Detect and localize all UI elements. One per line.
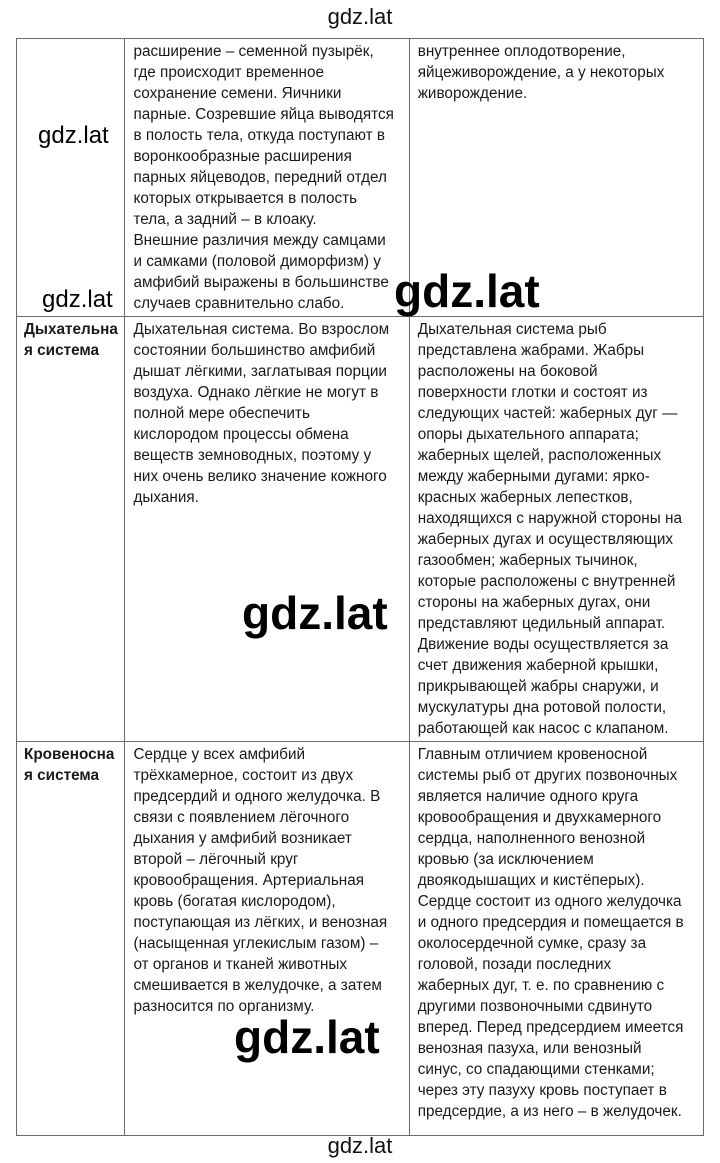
watermark-overlay: gdz.lat: [242, 587, 388, 639]
amphibians-cell: расширение – семенной пузырёк, где происходит временное сохранение семени. Яичники парные. Созревшие яйца выводятся в полость тела, откуда поступают в воронкообразные расширения парных яйцеводов, передний отдел которых открывается в полость тела, а задний – в клоаку. Внешние различия между самцами и самками (половой диморфизм) у амфибий выражены в большинстве случаев сравнительно слабо.: [125, 39, 409, 317]
watermark-overlay: gdz.lat: [38, 122, 109, 149]
watermark-bottom: gdz.lat: [327, 1133, 393, 1158]
fish-cell: Главным отличием кровеносной системы рыб от других позвоночных является наличие одного круга кровообращения и двухкамерного сердца, наполненного венозной кровью (за исключением двоякодышащих и кистёперых). Сердце состоит из одного желудочка и одного предсердия и помещается в околосердечной сумке, сразу за головой, позади последних жаберных дуг, т. е. по сравнению с другими позвоночными сдвинуто вперед. Перед предсердием имеется венозная пазуха, или венозный синус, со спадающими стенками; через эту пазуху кровь поступает в предсердие, а из него – в желудочек.: [409, 742, 703, 1136]
table-row: [17, 39, 704, 317]
fish-cell: Дыхательная система рыб представлена жабрами. Жабры расположены на боковой поверхности глотки и состоят из следующих частей: жаберных дуг — опоры дыхательного аппарата; жаберных щелей, расположенных между жаберными дугами: ярко- красных жаберных лепестков, находящихся с наружной стороны на жаберных дугах и осуществляющих газообмен; жаберных тычинок, которые расположены с внутренней стороны на жаберных дугах, они представляют цедильный аппарат. Движение воды осуществляется за счет движения жаберной крышки, прикрывающей жабры снаружи, и мускулатуры дна ротовой полости, работающей как насос с клапаном.: [409, 317, 703, 742]
watermark-overlay: gdz.lat: [234, 1011, 380, 1063]
watermark-overlay: gdz.lat: [394, 265, 540, 317]
amphibians-cell: Дыхательная система. Во взрослом состоянии большинство амфибий дышат лёгкими, заглатывая порции воздуха. Однако лёгкие не могут в полной мере обеспечить кислородом процессы обмена веществ земноводных, поэтому у них очень велико значение кожного дыхания.: [125, 317, 409, 742]
table-row: [17, 317, 704, 742]
row-label: Кровеносна я система: [17, 742, 125, 1136]
watermark-top: gdz.lat: [327, 4, 393, 29]
table-row: [17, 742, 704, 1136]
amphibians-cell: Сердце у всех амфибий трёхкамерное, состоит из двух предсердий и одного желудочка. В связи с появлением лёгочного дыхания у амфибий возникает второй – лёгочный круг кровообращения. Артериальная кровь (богатая кислородом), поступающая из лёгких, и венозная (насыщенная углекислым газом) – от органов и тканей животных смешивается в желудочке, а затем разносится по организму.: [125, 742, 409, 1136]
watermark-overlay: gdz.lat: [42, 286, 113, 313]
fish-cell: внутреннее оплодотворение, яйцеживорождение, а у некоторых живорождение.: [409, 39, 703, 317]
row-label: Дыхательна я система: [17, 317, 125, 742]
row-label: [17, 39, 125, 317]
